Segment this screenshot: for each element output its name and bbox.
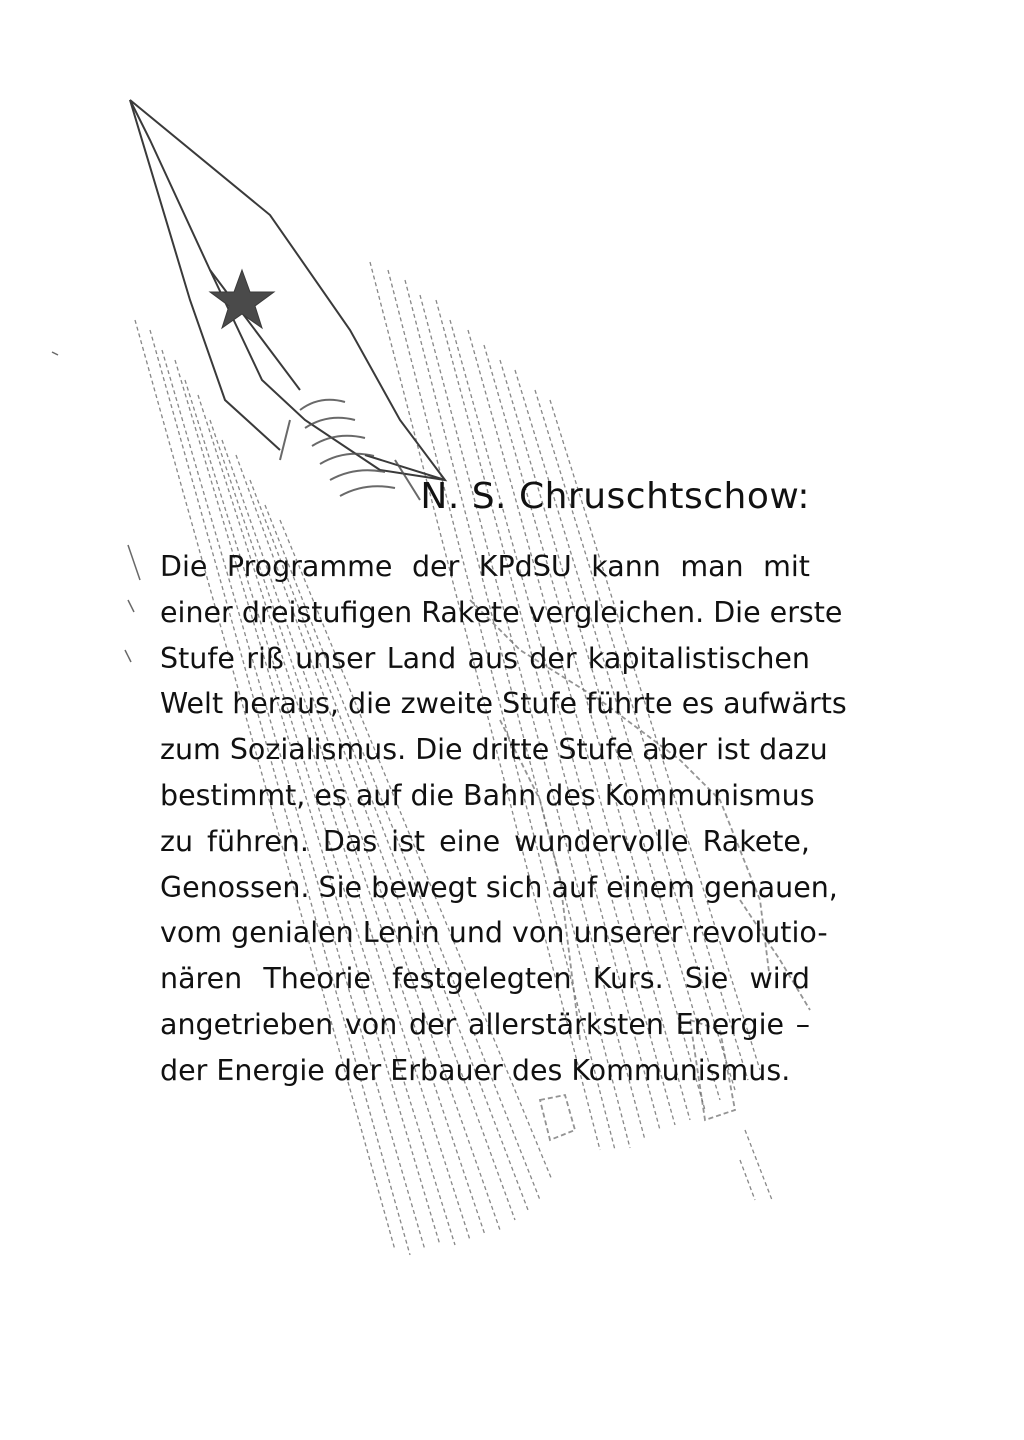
quote-line: einer dreistufigen Rakete vergleichen. Die erste bbox=[160, 595, 843, 629]
quote-line: Die Programme der KPdSU kann man mit bbox=[160, 550, 810, 583]
quote-line: zum Sozialismus. Die dritte Stufe aber ist dazu bbox=[160, 733, 828, 767]
quote-line: Stufe riß unser Land aus der kapitalistischen bbox=[160, 641, 810, 675]
quote-attribution: N. S. Chruschtschow: bbox=[420, 476, 810, 517]
star-icon bbox=[210, 270, 274, 328]
rocket-body bbox=[130, 100, 445, 480]
quote-line: nären Theorie festgelegten Kurs. Sie wird bbox=[160, 962, 810, 996]
quote-text bbox=[160, 544, 847, 1094]
quote-line: bestimmt, es auf die Bahn des Kommunismus bbox=[160, 778, 815, 812]
quote-line: der Energie der Erbauer des Kommunismus. bbox=[160, 1053, 791, 1087]
quote-line: vom genialen Lenin und von unserer revolutio- bbox=[160, 916, 828, 950]
quote-line: Welt heraus, die zweite Stufe führte es aufwärts bbox=[160, 687, 847, 721]
quote-line: zu führen. Das ist eine wundervolle Rakete, bbox=[160, 824, 810, 858]
quote-line: Genossen. Sie bewegt sich auf einem genauen, bbox=[160, 870, 838, 904]
scattered-marks bbox=[52, 352, 140, 662]
quote-line: angetrieben von der allerstärksten Energie – bbox=[160, 1007, 810, 1041]
